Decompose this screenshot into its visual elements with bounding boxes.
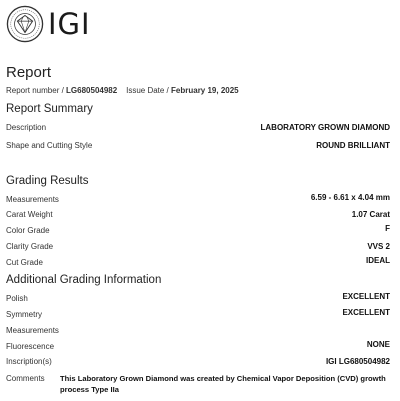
additional-row-measurements <box>6 326 390 340</box>
report-number: LG680504982 <box>66 86 118 95</box>
row-value: ROUND BRILLIANT <box>316 141 390 150</box>
grading-row-cut <box>6 258 390 272</box>
row-label: Inscription(s) <box>6 357 52 366</box>
row-label: Clarity Grade <box>6 242 54 251</box>
brand-name: IGI <box>48 6 91 41</box>
row-label: Measurements <box>6 326 59 335</box>
row-label: Description <box>6 123 47 132</box>
row-label: Polish <box>6 294 28 303</box>
report-number-label: Report number / <box>6 86 64 95</box>
grading-row-clarity <box>6 242 390 256</box>
row-value: 1.07 Carat <box>351 210 390 219</box>
brand-header <box>6 5 91 43</box>
row-value: VVS 2 <box>367 242 390 251</box>
section-title-grading: Grading Results <box>6 175 89 187</box>
grading-row-carat <box>6 210 390 224</box>
row-label: Symmetry <box>6 310 42 319</box>
additional-row-inscription <box>6 357 390 371</box>
section-title-additional: Additional Grading Information <box>6 274 162 286</box>
row-value: EXCELLENT <box>342 308 390 317</box>
row-label: Fluorescence <box>6 342 55 351</box>
summary-row-description <box>6 123 390 137</box>
comments-label: Comments <box>6 374 45 383</box>
row-label: Color Grade <box>6 226 50 235</box>
additional-row-symmetry <box>6 310 390 324</box>
row-label: Cut Grade <box>6 258 43 267</box>
row-value: 6.59 - 6.61 x 4.04 mm <box>310 193 390 202</box>
grading-row-color <box>6 226 390 240</box>
row-value: EXCELLENT <box>342 292 390 301</box>
row-value: IDEAL <box>366 256 390 265</box>
row-label: Shape and Cutting Style <box>6 141 93 150</box>
summary-row-shape <box>6 141 390 155</box>
row-value: F <box>385 224 390 233</box>
section-title-summary: Report Summary <box>6 103 93 115</box>
row-value: IGI LG680504982 <box>325 357 390 366</box>
row-value: NONE <box>366 340 390 349</box>
grading-row-measurements <box>6 195 390 209</box>
row-label: Measurements <box>6 195 59 204</box>
issue-date-label: Issue Date / <box>126 86 169 95</box>
page-title: Report <box>6 64 52 81</box>
issue-date: February 19, 2025 <box>171 86 239 95</box>
report-meta <box>6 86 239 95</box>
row-label: Carat Weight <box>6 210 53 219</box>
additional-row-fluorescence <box>6 342 390 356</box>
row-value: LABORATORY GROWN DIAMOND <box>260 123 390 132</box>
comments-text: This Laboratory Grown Diamond was created by Chemical Vapor Deposition (CVD) growth process Type IIa <box>60 374 386 394</box>
igi-seal-logo <box>6 5 44 43</box>
additional-row-polish <box>6 294 390 308</box>
